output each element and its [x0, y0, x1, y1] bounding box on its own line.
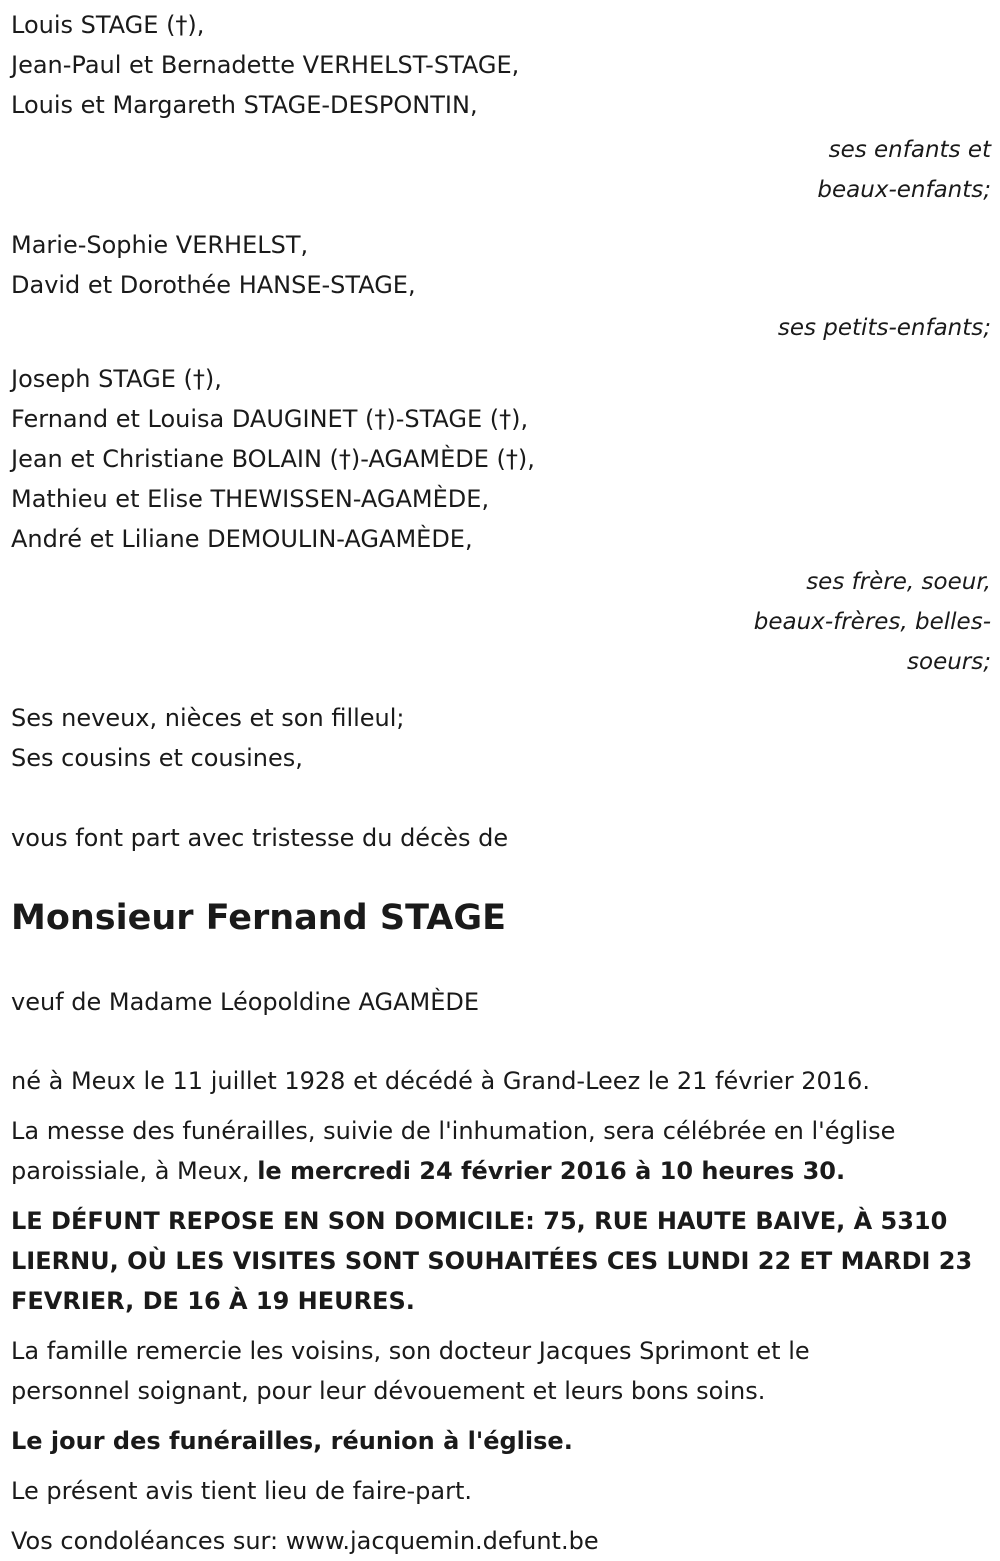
widower-of: veuf de Madame Léopoldine AGAMÈDE	[11, 988, 480, 1016]
children-group	[11, 5, 991, 125]
funeral-mass	[11, 1111, 991, 1191]
family-line: André et Liliane DEMOULIN-AGAMÈDE,	[11, 525, 473, 553]
family-line: Louis STAGE (†),	[11, 11, 205, 39]
meeting-info: Le jour des funérailles, réunion à l'église.	[11, 1427, 573, 1455]
family-line: Fernand et Louisa DAUGINET (†)-STAGE (†),	[11, 405, 529, 433]
family-line: Joseph STAGE (†),	[11, 365, 222, 393]
grandchildren-relation	[11, 308, 991, 348]
funeral-mass-prefix: paroissiale, à Meux,	[11, 1157, 258, 1185]
thanks-line: personnel soignant, pour leur dévouement et leurs bons soins.	[11, 1377, 766, 1405]
deceased-name: Monsieur Fernand STAGE	[11, 898, 506, 938]
visitation-info	[11, 1201, 991, 1321]
siblings-group	[11, 359, 991, 559]
children-relation	[11, 130, 991, 210]
visitation-line: FEVRIER, DE 16 À 19 HEURES.	[11, 1287, 415, 1315]
relation-line: soeurs;	[907, 649, 991, 675]
relation-line: ses petits-enfants;	[777, 315, 991, 341]
family-line: Louis et Margareth STAGE-DESPONTIN,	[11, 91, 478, 119]
condolences: Vos condoléances sur: www.jacquemin.defunt.be	[11, 1527, 599, 1555]
relation-line: beaux-enfants;	[817, 177, 991, 203]
other-family-group	[11, 698, 991, 778]
notice: Le présent avis tient lieu de faire-part.	[11, 1477, 473, 1505]
relation-line: ses frère, soeur,	[806, 569, 991, 595]
relation-line: beaux-frères, belles-	[753, 609, 991, 635]
family-line: Ses neveux, nièces et son filleul;	[11, 704, 405, 732]
family-line: Mathieu et Elise THEWISSEN-AGAMÈDE,	[11, 485, 490, 513]
family-line: Marie-Sophie VERHELST,	[11, 231, 309, 259]
family-line: Jean et Christiane BOLAIN (†)-AGAMÈDE (†),	[11, 445, 535, 473]
family-line: Ses cousins et cousines,	[11, 744, 303, 772]
obituary-notice	[11, 0, 991, 1561]
funeral-mass-line: La messe des funérailles, suivie de l'inhumation, sera célébrée en l'église	[11, 1117, 896, 1145]
announcement: vous font part avec tristesse du décès de	[11, 824, 509, 852]
grandchildren-group	[11, 225, 991, 305]
visitation-line: LIERNU, OÙ LES VISITES SONT SOUHAITÉES CES LUNDI 22 ET MARDI 23	[11, 1247, 973, 1275]
family-line: Jean-Paul et Bernadette VERHELST-STAGE,	[11, 51, 520, 79]
family-line: David et Dorothée HANSE-STAGE,	[11, 271, 416, 299]
thanks	[11, 1331, 991, 1411]
thanks-line: La famille remercie les voisins, son docteur Jacques Sprimont et le	[11, 1337, 810, 1365]
funeral-mass-line	[11, 1151, 991, 1191]
funeral-mass-date: le mercredi 24 février 2016 à 10 heures 30.	[257, 1157, 846, 1185]
visitation-line: LE DÉFUNT REPOSE EN SON DOMICILE: 75, RUE HAUTE BAIVE, À 5310	[11, 1207, 948, 1235]
birth-death-dates: né à Meux le 11 juillet 1928 et décédé à Grand-Leez le 21 février 2016.	[11, 1067, 870, 1095]
relation-line: ses enfants et	[828, 137, 991, 163]
siblings-relation	[11, 562, 991, 682]
